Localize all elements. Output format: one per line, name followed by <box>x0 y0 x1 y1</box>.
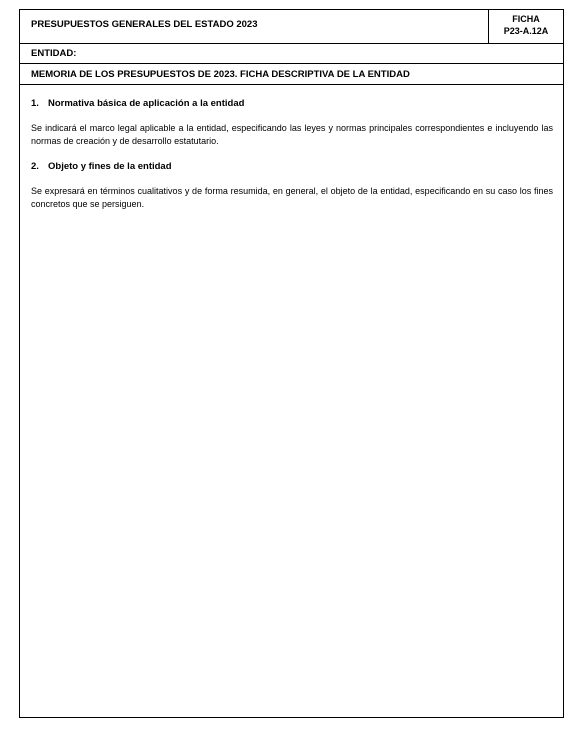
section-heading-text: Normativa básica de aplicación a la entidad <box>48 98 245 109</box>
form-header <box>20 10 563 44</box>
ficha-box <box>488 10 563 43</box>
entidad-label: ENTIDAD: <box>31 48 77 59</box>
section-number: 1. <box>31 98 39 109</box>
section-heading-text: Objeto y fines de la entidad <box>48 161 172 172</box>
ficha-code: P23-A.12A <box>503 26 549 36</box>
section-text: Se indicará el marco legal aplicable a la entidad, especificando las leyes y normas principales correspondientes e incluyendo las normas de creación y de desarrollo estatutario. <box>31 123 553 146</box>
section-number: 2. <box>31 161 39 172</box>
document-title: PRESUPUESTOS GENERALES DEL ESTADO 2023 <box>31 19 258 30</box>
ficha-label: FICHA <box>512 14 540 24</box>
entidad-row <box>20 44 563 64</box>
section-normativa <box>31 98 553 148</box>
section-objeto-fines <box>31 161 553 211</box>
memoria-title: MEMORIA DE LOS PRESUPUESTOS DE 2023. FICHA DESCRIPTIVA DE LA ENTIDAD <box>31 69 410 80</box>
section-heading <box>31 161 553 172</box>
section-text: Se expresará en términos cualitativos y de forma resumida, en general, el objeto de la entidad, especificando en su caso los fines concretos que se persiguen. <box>31 186 553 209</box>
memoria-row <box>20 64 563 85</box>
section-heading <box>31 98 553 109</box>
budget-form <box>19 9 564 718</box>
form-content <box>31 98 553 224</box>
